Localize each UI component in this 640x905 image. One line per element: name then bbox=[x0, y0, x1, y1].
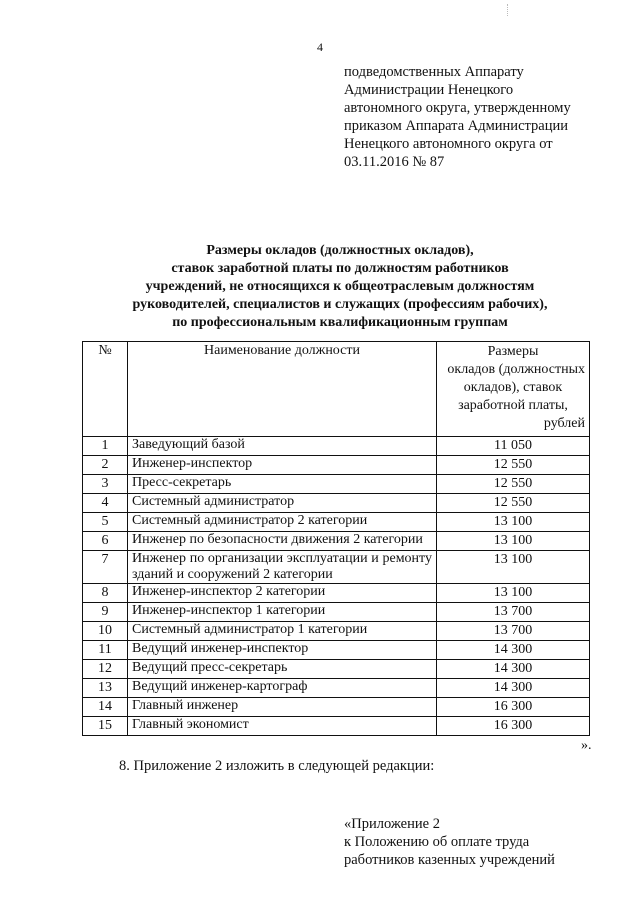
title-line: Размеры окладов (должностных окладов), bbox=[206, 243, 474, 258]
table-row bbox=[83, 513, 590, 532]
row-salary-amount: 13 700 bbox=[437, 603, 590, 622]
row-salary-amount: 12 550 bbox=[437, 456, 590, 475]
table-row bbox=[83, 584, 590, 603]
table-row bbox=[83, 641, 590, 660]
header-num: № bbox=[83, 342, 128, 437]
title-line: ставок заработной платы по должностям работников bbox=[171, 261, 509, 276]
row-number: 4 bbox=[83, 494, 128, 513]
row-position-name: Заведующий базой bbox=[128, 437, 437, 456]
row-salary-amount: 14 300 bbox=[437, 641, 590, 660]
row-position-name: Пресс-секретарь bbox=[128, 475, 437, 494]
table-body bbox=[83, 437, 590, 736]
appendix-line: «Приложение 2 bbox=[344, 816, 440, 832]
header-amount-line: окладов), ставок bbox=[463, 380, 563, 395]
table-row bbox=[83, 698, 590, 717]
table-row bbox=[83, 456, 590, 475]
row-salary-amount: 13 100 bbox=[437, 532, 590, 551]
table-row bbox=[83, 437, 590, 456]
title-line: руководителей, специалистов и служащих (профессиям рабочих), bbox=[132, 297, 548, 312]
table-row bbox=[83, 551, 590, 584]
header-amount-line: заработной платы, bbox=[458, 398, 568, 413]
row-salary-amount: 12 550 bbox=[437, 494, 590, 513]
row-position-name: Главный инженер bbox=[128, 698, 437, 717]
row-salary-amount: 14 300 bbox=[437, 679, 590, 698]
row-number: 2 bbox=[83, 456, 128, 475]
row-position-name: Главный экономист bbox=[128, 717, 437, 736]
row-number: 11 bbox=[83, 641, 128, 660]
row-salary-amount: 13 700 bbox=[437, 622, 590, 641]
row-position-name: Ведущий инженер-инспектор bbox=[128, 641, 437, 660]
salary-table bbox=[82, 341, 590, 736]
header-amount-line: окладов (должностных bbox=[447, 362, 585, 377]
row-number: 5 bbox=[83, 513, 128, 532]
row-number: 9 bbox=[83, 603, 128, 622]
document-title bbox=[60, 242, 620, 332]
scan-artifact bbox=[507, 4, 509, 16]
row-number: 14 bbox=[83, 698, 128, 717]
row-number: 1 bbox=[83, 437, 128, 456]
table-row bbox=[83, 532, 590, 551]
row-salary-amount: 13 100 bbox=[437, 551, 590, 584]
table-header-row bbox=[83, 342, 590, 437]
instruction-paragraph: 8. Приложение 2 изложить в следующей редакции: bbox=[119, 758, 435, 774]
row-number: 7 bbox=[83, 551, 128, 584]
row-position-name: Инженер по организации эксплуатации и ремонту зданий и сооружений 2 категории bbox=[128, 551, 437, 584]
row-salary-amount: 14 300 bbox=[437, 660, 590, 679]
row-salary-amount: 13 100 bbox=[437, 584, 590, 603]
appendix-line: к Положению об оплате труда bbox=[344, 834, 530, 850]
header-salary-amount bbox=[437, 342, 590, 437]
header-line: приказом Аппарата Администрации bbox=[344, 118, 568, 134]
table-row bbox=[83, 622, 590, 641]
row-number: 6 bbox=[83, 532, 128, 551]
row-number: 15 bbox=[83, 717, 128, 736]
title-line: по профессиональным квалификационным группам bbox=[172, 315, 508, 330]
table-row bbox=[83, 679, 590, 698]
row-position-name: Инженер-инспектор 1 категории bbox=[128, 603, 437, 622]
row-position-name: Ведущий инженер-картограф bbox=[128, 679, 437, 698]
row-salary-amount: 13 100 bbox=[437, 513, 590, 532]
row-number: 10 bbox=[83, 622, 128, 641]
table-row bbox=[83, 660, 590, 679]
table-row bbox=[83, 603, 590, 622]
title-line: учреждений, не относящихся к общеотраслевым должностям bbox=[145, 279, 535, 294]
row-position-name: Инженер-инспектор 2 категории bbox=[128, 584, 437, 603]
header-line: 03.11.2016 № 87 bbox=[344, 154, 445, 170]
table-row bbox=[83, 494, 590, 513]
table-row bbox=[83, 475, 590, 494]
header-amount-line: Размеры bbox=[487, 344, 539, 359]
row-number: 12 bbox=[83, 660, 128, 679]
header-line: автономного округа, утвержденному bbox=[344, 100, 571, 116]
header-line: Ненецкого автономного округа от bbox=[344, 136, 553, 152]
header-amount-line: рублей bbox=[543, 416, 585, 431]
row-salary-amount: 16 300 bbox=[437, 717, 590, 736]
row-position-name: Ведущий пресс-секретарь bbox=[128, 660, 437, 679]
row-position-name: Системный администратор 1 категории bbox=[128, 622, 437, 641]
row-number: 13 bbox=[83, 679, 128, 698]
row-position-name: Системный администратор bbox=[128, 494, 437, 513]
row-salary-amount: 12 550 bbox=[437, 475, 590, 494]
row-number: 3 bbox=[83, 475, 128, 494]
appendix-line: работников казенных учреждений bbox=[344, 852, 555, 868]
header-line: Администрации Ненецкого bbox=[344, 82, 514, 98]
header-line: подведомственных Аппарату bbox=[344, 64, 524, 80]
row-position-name: Системный администратор 2 категории bbox=[128, 513, 437, 532]
table-row bbox=[83, 717, 590, 736]
page-number: 4 bbox=[317, 40, 323, 54]
appendix-header bbox=[344, 815, 614, 869]
row-position-name: Инженер-инспектор bbox=[128, 456, 437, 475]
row-number: 8 bbox=[83, 584, 128, 603]
closing-quote: ». bbox=[581, 738, 592, 753]
header-position-name: Наименование должности bbox=[128, 342, 437, 437]
approval-header bbox=[344, 63, 614, 171]
row-salary-amount: 16 300 bbox=[437, 698, 590, 717]
row-position-name: Инженер по безопасности движения 2 категории bbox=[128, 532, 437, 551]
row-salary-amount: 11 050 bbox=[437, 437, 590, 456]
